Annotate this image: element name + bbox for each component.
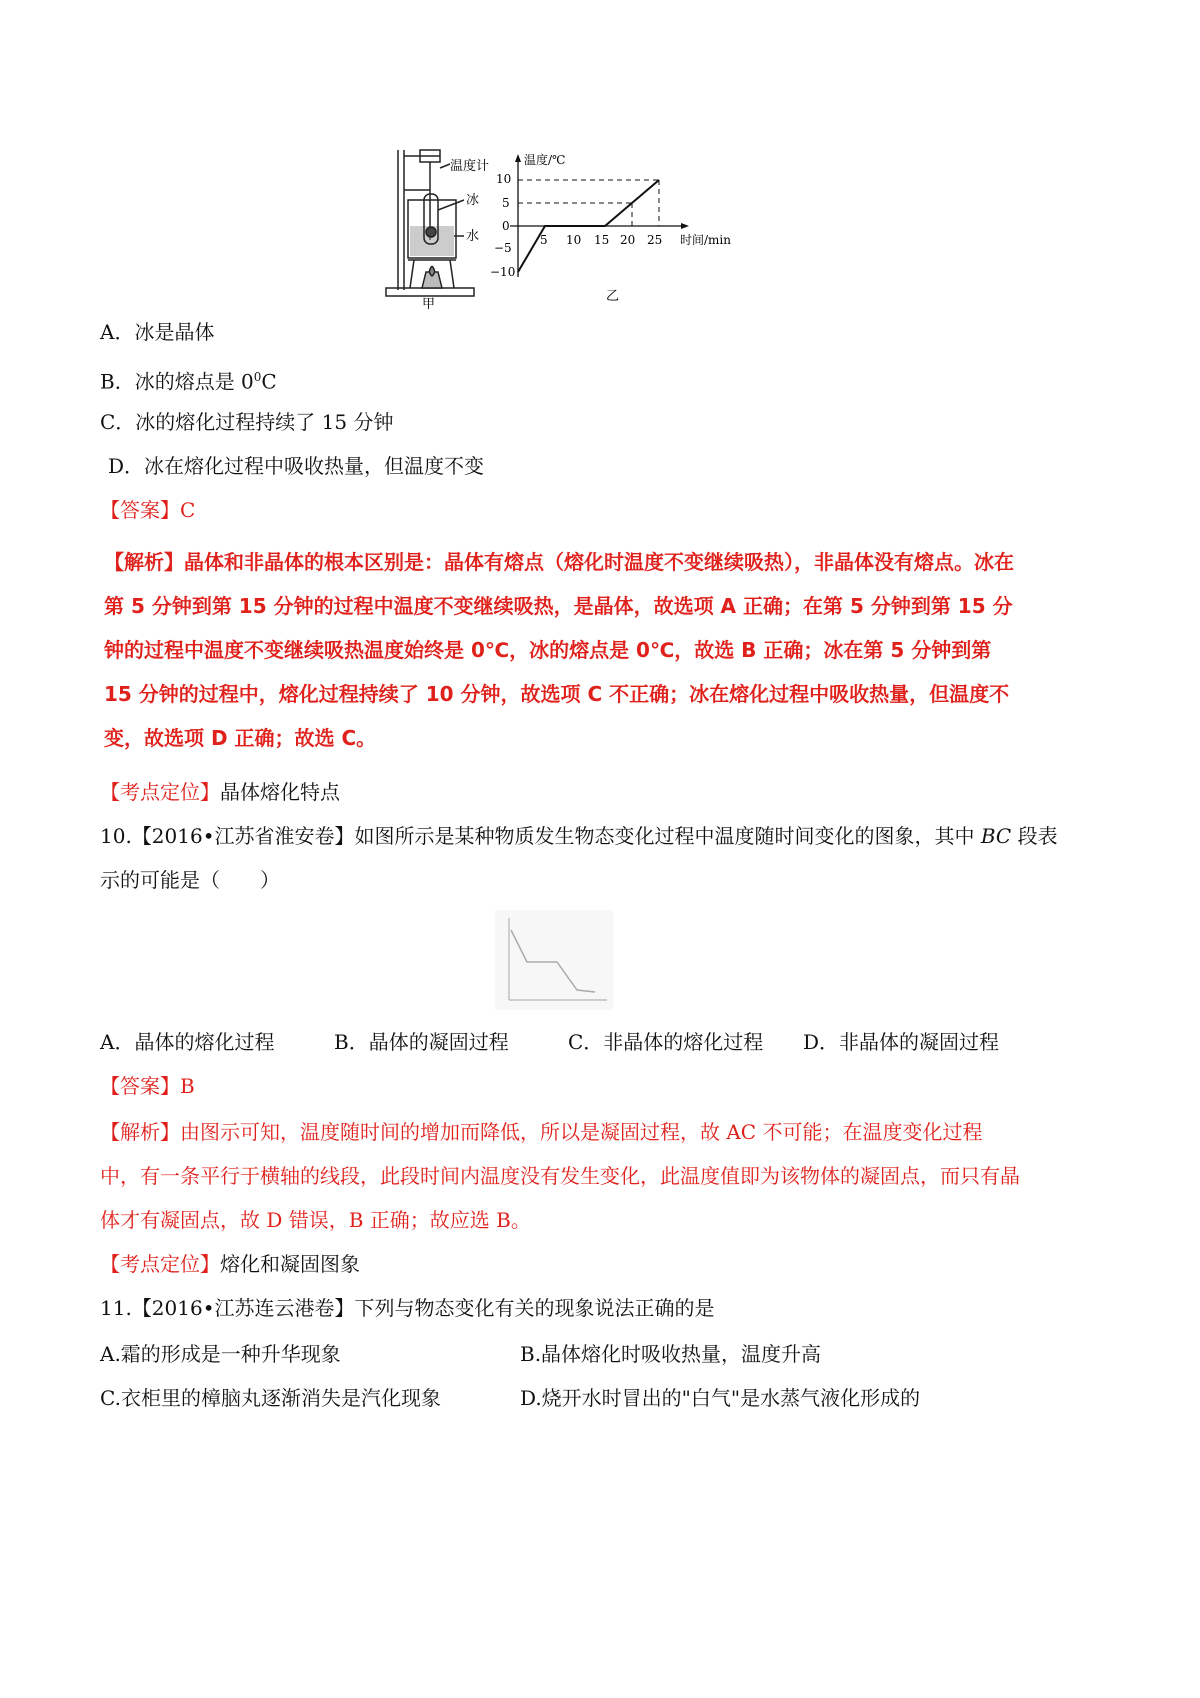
q10-option-a: A．晶体的熔化过程 xyxy=(100,1030,275,1054)
q10-answer-value: B xyxy=(180,1074,195,1098)
q10-analysis-paragraph xyxy=(100,1110,1020,1242)
figure-cooling-curve xyxy=(495,910,613,1010)
analysis-text: 晶体和非晶体的根本区别是：晶体有熔点（熔化时温度不变继续吸热），非晶体没有熔点。冰在第 5 分钟到第 15 分钟的过程中温度不变继续吸热，是晶体，故选项 A 正确；在第 5 分钟到第 15 分钟的过程中温度不变继续吸热温度始终是 0℃，冰的熔点是 0℃，故选 B 正确；冰在第 5 分钟到第 15 分钟的过程中，熔化过程持续了 10 分钟，故选项 C 不正确；冰在熔化过程中吸收热量，但温度不变，故选项 D 正确；故选 C。 xyxy=(104,550,1014,750)
knowledge-point-value: 晶体熔化特点 xyxy=(220,780,340,804)
y-tick-minus10: −10 xyxy=(490,265,516,279)
x-tick-25: 25 xyxy=(647,233,663,247)
graph-caption: 乙 xyxy=(606,289,620,304)
q10-answer-tag: 【答案】 xyxy=(100,1074,180,1098)
option-d: D．冰在熔化过程中吸收热量，但温度不变 xyxy=(108,454,485,478)
question-10-line2: 示的可能是（ ） xyxy=(100,868,280,892)
question-10-text: 10.【2016•江苏省淮安卷】如图所示是某种物质发生物态变化过程中温度随时间变化的图象，其中 xyxy=(100,824,981,848)
y-tick-5: 5 xyxy=(502,196,510,210)
q10-knowledge-point-line xyxy=(100,1250,360,1278)
x-axis-label: 时间/min xyxy=(680,233,731,247)
question-11: 11.【2016•江苏连云港卷】下列与物态变化有关的现象说法正确的是 xyxy=(100,1296,715,1320)
x-tick-20: 20 xyxy=(620,233,636,247)
answer-line xyxy=(100,496,195,524)
knowledge-point-tag: 【考点定位】 xyxy=(100,780,220,804)
x-tick-5: 5 xyxy=(540,233,548,247)
y-tick-minus5: −5 xyxy=(494,241,512,255)
q11-option-c: C.衣柜里的樟脑丸逐渐消失是汽化现象 xyxy=(100,1386,441,1410)
thermometer-label: 温度计 xyxy=(450,159,490,174)
answer-tag: 【答案】 xyxy=(100,498,180,522)
q11-option-a: A.霜的形成是一种升华现象 xyxy=(100,1342,341,1366)
option-b-unit: C xyxy=(261,369,277,394)
question-10-line1 xyxy=(100,822,1058,850)
question-10-bc: BC xyxy=(980,824,1012,848)
q10-knowledge-point-value: 熔化和凝固图象 xyxy=(220,1252,360,1276)
y-tick-10: 10 xyxy=(496,172,512,186)
q11-option-b: B.晶体熔化时吸收热量，温度升高 xyxy=(520,1342,822,1366)
apparatus-caption: 甲 xyxy=(422,297,436,310)
q10-option-c: C．非晶体的熔化过程 xyxy=(568,1030,764,1054)
option-b-superscript: 0 xyxy=(253,370,262,384)
x-tick-15: 15 xyxy=(594,233,610,247)
option-b-text: B．冰的熔点是 0 xyxy=(100,369,254,394)
option-b xyxy=(100,363,277,396)
q10-analysis-tag: 【解析】 xyxy=(100,1120,180,1144)
q11-option-d: D.烧开水时冒出的"白气"是水蒸气液化形成的 xyxy=(520,1386,921,1410)
question-10-text-end: 段表 xyxy=(1011,824,1058,848)
q10-knowledge-point-tag: 【考点定位】 xyxy=(100,1252,220,1276)
q10-answer-line xyxy=(100,1072,195,1100)
y-tick-0: 0 xyxy=(502,219,510,233)
q10-option-b: B．晶体的凝固过程 xyxy=(334,1030,509,1054)
y-axis-label: 温度/℃ xyxy=(524,153,566,167)
figure-ice-melting xyxy=(380,140,780,310)
analysis-tag: 【解析】 xyxy=(104,550,184,574)
x-tick-10: 10 xyxy=(566,233,582,247)
knowledge-point-line xyxy=(100,778,340,806)
ice-label: 冰 xyxy=(466,193,480,208)
temperature-time-graph xyxy=(490,152,731,279)
option-c: C．冰的熔化过程持续了 15 分钟 xyxy=(100,410,394,434)
answer-value: C xyxy=(180,498,196,522)
option-a: A．冰是晶体 xyxy=(100,320,215,344)
q10-option-d: D．非晶体的凝固过程 xyxy=(803,1030,1000,1054)
analysis-paragraph xyxy=(104,540,1024,760)
q10-analysis-text: 由图示可知，温度随时间的增加而降低，所以是凝固过程，故 AC 不可能；在温度变化过程中，有一条平行于横轴的线段，此段时间内温度没有发生变化，此温度值即为该物体的凝固点，而只有晶体才有凝固点，故 D 错误，B 正确；故应选 B。 xyxy=(100,1120,1020,1232)
water-label: 水 xyxy=(466,229,480,244)
